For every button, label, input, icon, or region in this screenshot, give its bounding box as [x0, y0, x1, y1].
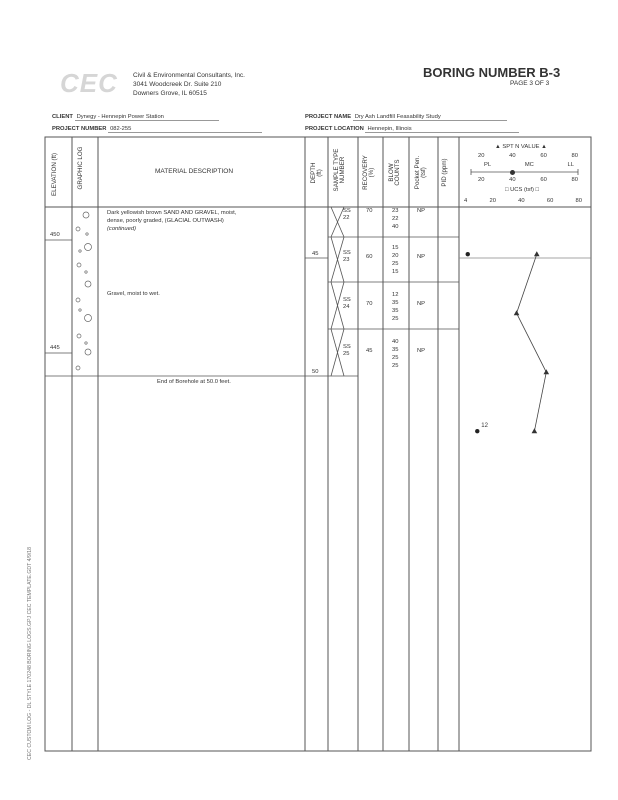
header-sample: SAMPLE TYPE NUMBER [333, 148, 347, 192]
spt-point [514, 310, 520, 315]
description-1-line-2: dense, poorly graded, (GLACIAL OUTWASH) [107, 218, 224, 224]
spt-line [517, 254, 547, 431]
blow-count: 22 [392, 216, 399, 222]
project-location-label: PROJECT LOCATION [305, 126, 364, 132]
sidebar-note: CEC CUSTOM LOG - DL STYLE 170248 BORING LOGS.GPJ CEC TEMPLATE.GDT 4/9/18 [27, 546, 33, 760]
sample-number: 25 [343, 351, 350, 357]
project-name-label: PROJECT NAME [305, 114, 352, 120]
project-number-label: PROJECT NUMBER [52, 126, 107, 132]
pocket-pen: NP [417, 301, 426, 307]
depth-50: 50 [312, 369, 319, 375]
blow-count: 25 [392, 261, 399, 267]
pocket-pen: NP [417, 254, 426, 260]
blow-count: 23 [392, 208, 399, 214]
header-blow-counts: BLOW COUNTS [388, 159, 402, 186]
sample-type: SS [343, 250, 351, 256]
chart-scale-3: 4 20 40 60 80 [464, 198, 582, 204]
pocket-pen: NP [417, 208, 426, 214]
header-graphic-log: GRAPHIC LOG [77, 146, 84, 190]
boring-title: BORING NUMBER B-3 [423, 65, 561, 80]
chart-ucs-label: □ UCS (tsf) □ [505, 187, 540, 193]
blow-count: 35 [392, 308, 399, 314]
blow-count: 25 [392, 355, 399, 361]
page-number: PAGE 3 OF 3 [510, 80, 550, 87]
sample-type: SS [343, 297, 351, 303]
elevation-445: 445 [50, 345, 60, 351]
header-depth: DEPTH (ft) [310, 162, 324, 184]
header-material: MATERIAL DESCRIPTION [155, 168, 234, 175]
company-logo: CEC [60, 68, 118, 98]
mc-point [475, 429, 479, 433]
project-name-value: Dry Ash Landfill Feasability Study [353, 114, 507, 121]
header-recovery: RECOVERY (%) [362, 155, 376, 190]
elevation-450: 450 [50, 232, 60, 238]
blow-count: 15 [392, 245, 399, 251]
chart-scale-1: 20 40 60 80 [478, 153, 578, 159]
mc-point [466, 252, 470, 256]
blow-count: 25 [392, 363, 399, 369]
sample-recovery: 70 [366, 301, 373, 307]
chart-spt-label: ▲ SPT N VALUE ▲ [495, 144, 547, 150]
description-2: Gravel, moist to wet. [107, 291, 160, 297]
company-address-1: 3041 Woodcreek Dr. Suite 210 [133, 81, 222, 88]
sample-recovery: 60 [366, 254, 373, 260]
depth-45: 45 [312, 251, 319, 257]
client-label: CLIENT [52, 114, 73, 120]
sample-recovery: 70 [366, 208, 373, 214]
project-number-value: 082-255 [108, 126, 262, 133]
spt-point [534, 251, 540, 256]
blow-count: 20 [392, 253, 399, 259]
mc-data-label: 12 [481, 423, 488, 430]
sample-number: 22 [343, 215, 350, 221]
blow-count: 25 [392, 316, 399, 322]
blow-count: 40 [392, 339, 399, 345]
blow-count: 12 [392, 292, 399, 298]
client-value: Dynegy - Hennepin Power Station [75, 114, 219, 121]
spt-point [544, 369, 550, 374]
sample-type: SS [343, 208, 351, 214]
sample-type: SS [343, 344, 351, 350]
company-name: Civil & Environmental Consultants, Inc. [133, 72, 245, 79]
sample-number: 24 [343, 304, 350, 310]
header-pocket-pen: Pocket Pen. (tsf) [414, 155, 428, 190]
company-address-2: Downers Grove, IL 60515 [133, 90, 207, 97]
blow-count: 35 [392, 300, 399, 306]
spt-point [532, 428, 538, 433]
end-of-borehole: End of Borehole at 50.0 feet. [157, 379, 231, 385]
blow-count: 15 [392, 269, 399, 275]
sample-number: 23 [343, 257, 350, 263]
chart-pl-mc-ll: PL MC LL [484, 162, 574, 168]
blow-count: 40 [392, 224, 399, 230]
description-1-line-1: Dark yellowish brown SAND AND GRAVEL, moist, [107, 210, 237, 216]
pocket-pen: NP [417, 348, 426, 354]
blow-count: 35 [392, 347, 399, 353]
description-1-line-3: (continued) [107, 226, 137, 232]
header-pid: PID (ppm) [441, 158, 448, 187]
project-location-value: Hennepin, Illinois [365, 126, 519, 133]
header-elevation: ELEVATION (ft) [51, 152, 58, 196]
chart-scale-2: 20 40 60 80 [478, 177, 578, 183]
sample-recovery: 45 [366, 348, 373, 354]
